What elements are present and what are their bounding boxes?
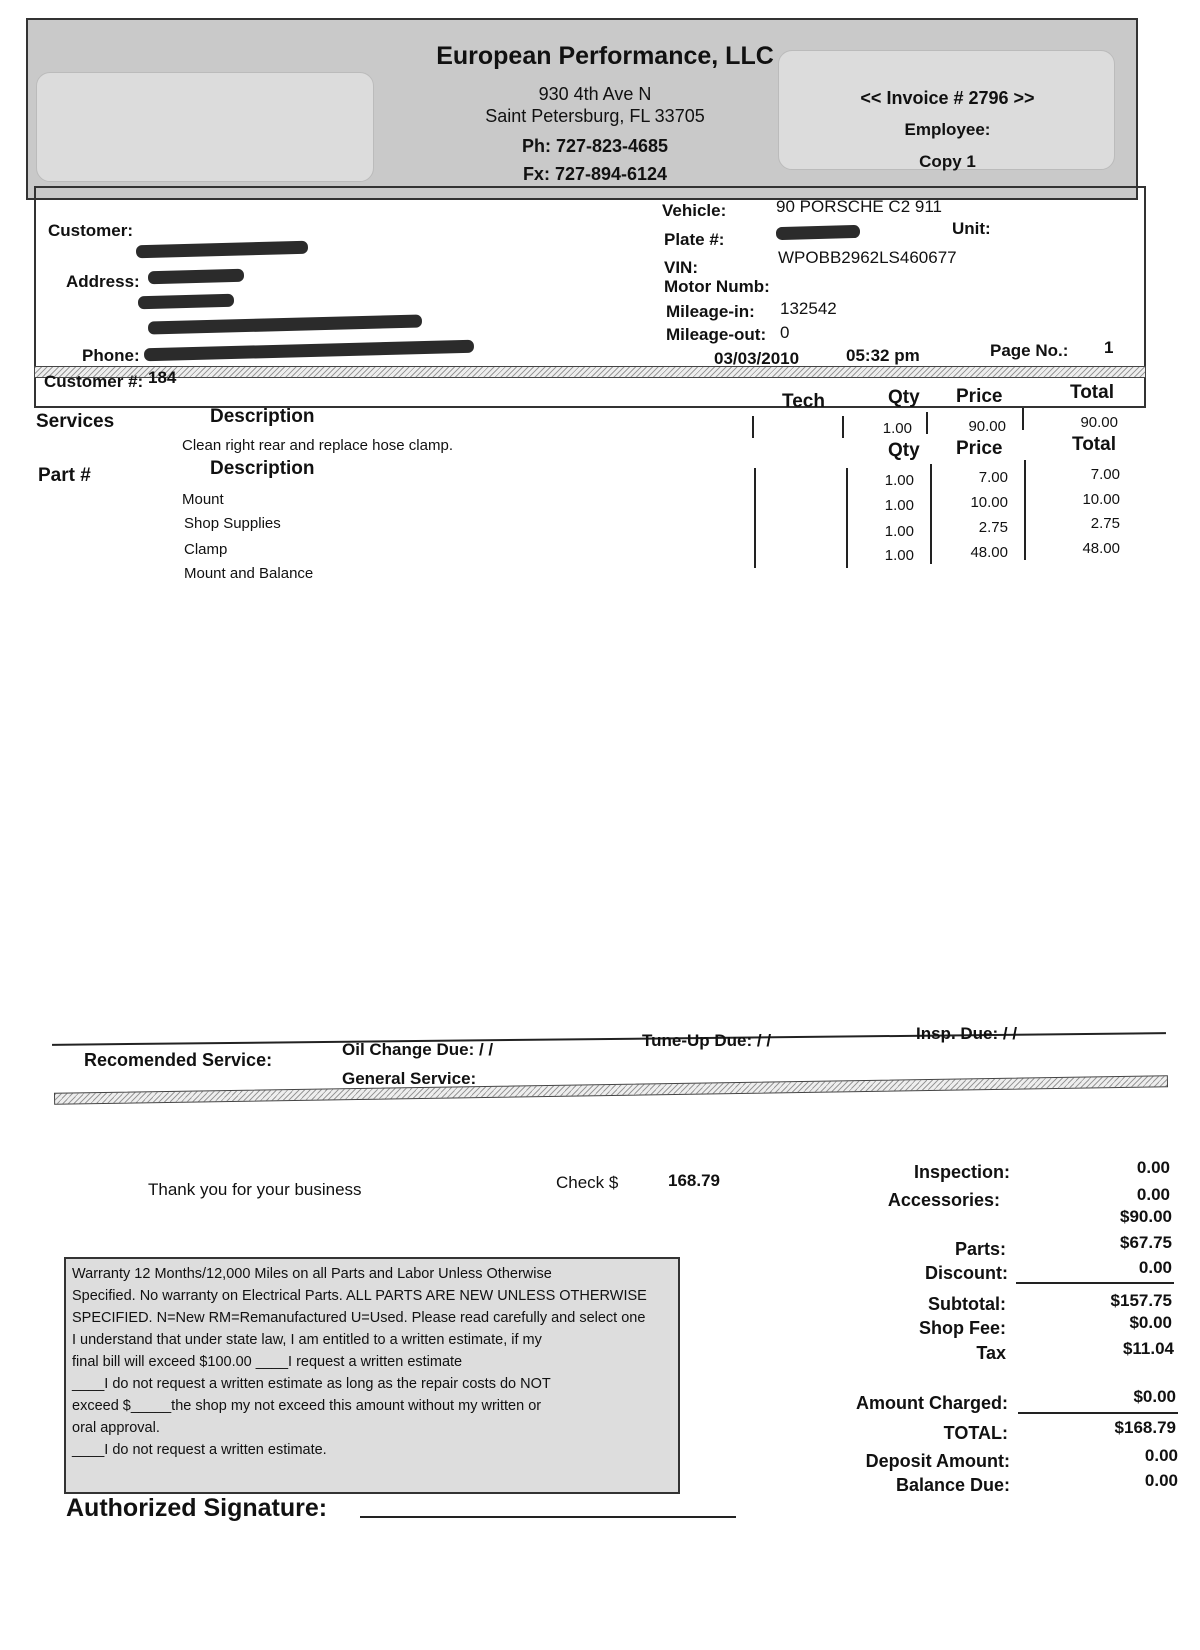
labor-value: $90.00 <box>1120 1207 1172 1226</box>
warranty-line: SPECIFIED. N=New RM=Remanufactured U=Used. Please read carefully and select one <box>72 1310 646 1326</box>
warranty-line: final bill will exceed $100.00 ____I request a written estimate <box>72 1354 463 1370</box>
thank-you: Thank you for your business <box>148 1180 362 1199</box>
discount-label: Discount: <box>925 1263 1008 1283</box>
balance-label: Balance Due: <box>895 1475 1010 1495</box>
vehicle-value: 90 PORSCHE C2 911 <box>776 197 942 216</box>
balance-value: 0.00 <box>1144 1471 1178 1490</box>
parts-qty-header: Qty <box>888 440 920 461</box>
service-price: 90.00 <box>968 418 1006 435</box>
company-city: Saint Petersburg, FL 33705 <box>485 106 705 126</box>
redacted-plate <box>776 225 860 240</box>
mileage-in-label: Mileage-in: <box>666 302 755 321</box>
inspection-label: Inspection: <box>913 1162 1010 1182</box>
column-divider <box>1022 408 1024 430</box>
vehicle-label: Vehicle: <box>662 201 727 220</box>
mileage-out-label: Mileage-out: <box>666 325 767 344</box>
shop-fee-value: $0.00 <box>1129 1313 1172 1332</box>
page-label: Page No.: <box>990 341 1069 360</box>
part-total: 48.00 <box>1082 540 1120 557</box>
total-label: TOTAL: <box>943 1423 1008 1443</box>
address-label: Address: <box>66 272 140 291</box>
description-header: Description <box>210 406 315 427</box>
deposit-label: Deposit Amount: <box>865 1451 1010 1471</box>
column-divider <box>926 412 928 434</box>
tech-header: Tech <box>782 391 825 412</box>
signature-label: Authorized Signature: <box>66 1494 328 1522</box>
totals-rule <box>1018 1412 1178 1414</box>
part-total: 10.00 <box>1082 491 1120 508</box>
recommended-label: Recomended Service: <box>84 1050 273 1070</box>
part-description: Mount and Balance <box>184 565 314 582</box>
part-total: 7.00 <box>1090 466 1120 483</box>
customer-label: Customer: <box>48 221 134 240</box>
general-service: General Service: <box>342 1069 477 1088</box>
part-price: 7.00 <box>978 469 1008 486</box>
discount-value: 0.00 <box>1138 1258 1172 1277</box>
warranty-line: Warranty 12 Months/12,000 Miles on all Parts and Labor Unless Otherwise <box>72 1266 552 1282</box>
page-number: 1 <box>1104 338 1114 357</box>
redacted-address-2 <box>138 294 234 310</box>
part-description: Clamp <box>184 541 228 558</box>
inspection-value: 0.00 <box>1136 1158 1170 1177</box>
warranty-line: I understand that under state law, I am entitled to a written estimate, if my <box>72 1332 542 1348</box>
warranty-line: ____I do not request a written estimate as long as the repair costs do NOT <box>72 1376 551 1392</box>
part-price: 2.75 <box>978 519 1008 536</box>
tune-up-due: Tune-Up Due: / / <box>642 1031 772 1050</box>
price-header: Price <box>956 386 1003 407</box>
amount-charged-value: $0.00 <box>1133 1387 1176 1406</box>
part-total: 2.75 <box>1090 515 1120 532</box>
part-qty: 1.00 <box>884 523 914 540</box>
inspection-due: Insp. Due: / / <box>916 1024 1018 1043</box>
redacted-address-1 <box>148 269 244 285</box>
services-header: Services <box>36 411 115 432</box>
warranty-line: exceed $_____the shop my not exceed this amount without my written or <box>72 1398 542 1414</box>
shop-fee-label: Shop Fee: <box>918 1318 1006 1338</box>
vin-value: WPOBB2962LS460677 <box>778 248 957 267</box>
plate-label: Plate #: <box>664 230 725 249</box>
invoice-time: 05:32 pm <box>846 346 920 365</box>
company-name: European Performance, LLC <box>436 42 774 70</box>
phone-label: Phone: <box>82 346 140 365</box>
part-number-header: Part # <box>38 465 91 486</box>
warranty-line: Specified. No warranty on Electrical Parts. ALL PARTS ARE NEW UNLESS OTHERWISE <box>72 1288 647 1304</box>
info-divider <box>34 366 1146 378</box>
column-divider <box>752 416 754 438</box>
subtotal-label: Subtotal: <box>928 1294 1006 1314</box>
part-qty: 1.00 <box>884 472 914 489</box>
invoice-date: 03/03/2010 <box>714 349 800 368</box>
company-fax: Fx: 727-894-6124 <box>522 164 668 184</box>
warranty-box <box>64 1257 680 1494</box>
part-qty: 1.00 <box>884 497 914 514</box>
company-phone: Ph: 727-823-4685 <box>521 136 669 156</box>
company-street: 930 4th Ave N <box>538 84 652 104</box>
part-price: 48.00 <box>970 544 1008 561</box>
column-divider <box>930 464 932 564</box>
mileage-out-value: 0 <box>780 323 790 342</box>
vin-label: VIN: <box>664 258 698 277</box>
accessories-value: 0.00 <box>1136 1185 1170 1204</box>
check-amount: 168.79 <box>668 1171 720 1190</box>
tax-label: Tax <box>976 1343 1006 1363</box>
tax-value: $11.04 <box>1122 1339 1174 1358</box>
column-divider <box>1024 460 1026 560</box>
invoice-number: << Invoice # 2796 >> <box>860 88 1035 108</box>
logo-placeholder <box>36 72 374 182</box>
parts-value: $67.75 <box>1120 1233 1172 1252</box>
amount-charged-label: Amount Charged: <box>856 1393 1008 1413</box>
parts-label: Parts: <box>954 1239 1006 1259</box>
part-qty: 1.00 <box>884 547 914 564</box>
customer-number: 184 <box>148 368 177 387</box>
service-total: 90.00 <box>1080 414 1118 431</box>
totals-rule <box>1016 1282 1174 1284</box>
column-divider <box>754 468 756 568</box>
service-description: Clean right rear and replace hose clamp. <box>182 437 453 454</box>
total-header: Total <box>1070 382 1114 403</box>
parts-price-header: Price <box>956 438 1003 459</box>
mileage-in-value: 132542 <box>780 299 837 318</box>
motor-label: Motor Numb: <box>664 277 770 296</box>
column-divider <box>842 416 844 438</box>
part-description: Mount <box>182 491 224 508</box>
deposit-value: 0.00 <box>1144 1446 1178 1465</box>
signature-line[interactable] <box>360 1516 736 1518</box>
part-description: Shop Supplies <box>184 515 281 532</box>
unit-label: Unit: <box>952 219 991 238</box>
section-divider <box>54 1075 1168 1104</box>
customer-number-label: Customer #: <box>44 372 144 391</box>
qty-header: Qty <box>888 387 920 408</box>
total-value: $168.79 <box>1114 1418 1176 1437</box>
subtotal-value: $157.75 <box>1110 1291 1172 1310</box>
warranty-line: ____I do not request a written estimate. <box>72 1442 327 1458</box>
parts-total-header: Total <box>1072 434 1116 455</box>
service-qty: 1.00 <box>882 420 912 437</box>
copy-label: Copy 1 <box>919 152 976 171</box>
accessories-label: Accessories: <box>887 1190 1000 1210</box>
check-label: Check $ <box>556 1173 619 1192</box>
oil-change-due: Oil Change Due: / / <box>342 1040 494 1059</box>
employee-label: Employee: <box>904 120 991 139</box>
warranty-line: oral approval. <box>72 1420 160 1436</box>
part-price: 10.00 <box>970 494 1008 511</box>
column-divider <box>846 468 848 568</box>
parts-description-header: Description <box>210 458 315 479</box>
